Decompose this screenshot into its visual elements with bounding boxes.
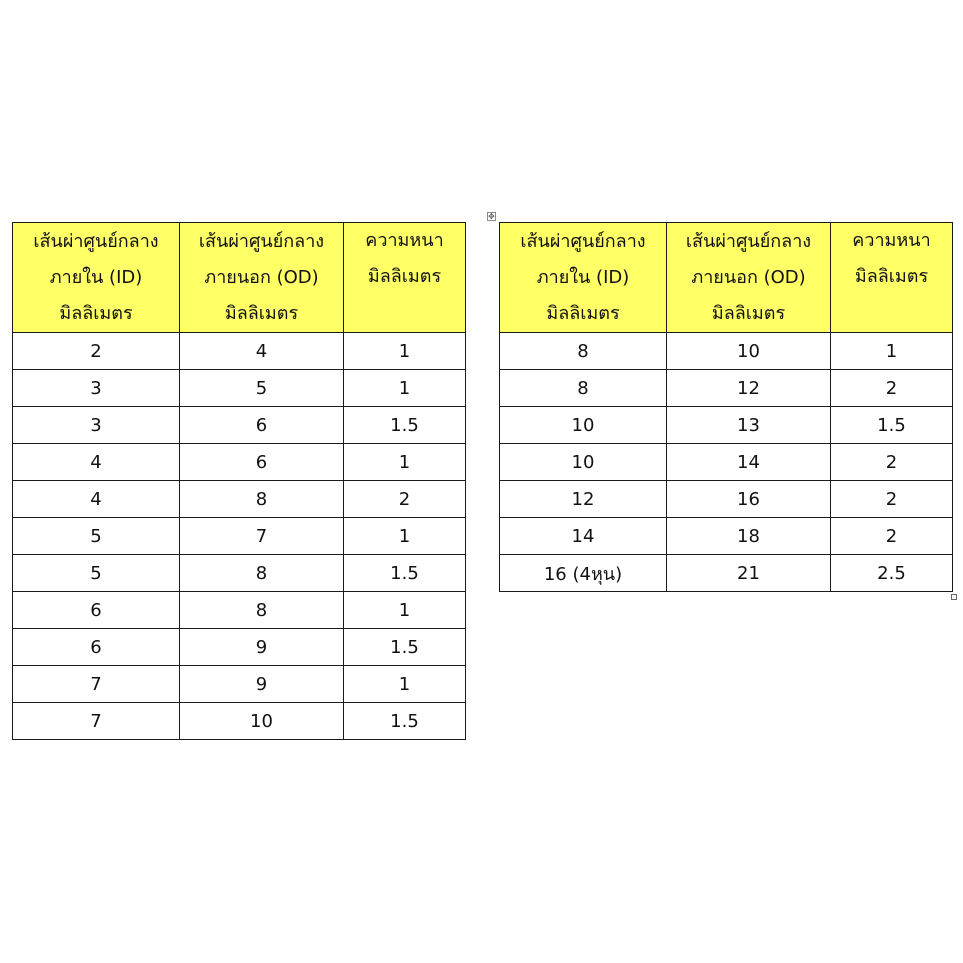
cell-thickness: 1.5	[344, 407, 466, 444]
header-id	[500, 223, 667, 333]
header-line: มิลลิเมตร	[59, 302, 133, 324]
cell-od: 9	[180, 666, 344, 703]
header-line: เส้นผ่าศูนย์กลาง	[198, 230, 325, 252]
cell-thickness: 1	[344, 592, 466, 629]
header-id	[13, 223, 180, 333]
table-row	[500, 555, 953, 592]
cell-id: 16 (4หุน)	[500, 555, 667, 592]
cell-id: 10	[500, 407, 667, 444]
table-body	[500, 333, 953, 592]
cell-od: 21	[667, 555, 831, 592]
table-row	[13, 481, 466, 518]
cell-od: 8	[180, 555, 344, 592]
move-cross-icon[interactable]: ✥	[488, 212, 495, 221]
cell-od: 8	[180, 481, 344, 518]
cell-id: 3	[13, 370, 180, 407]
cell-thickness: 1	[831, 333, 953, 370]
table-header	[13, 223, 466, 333]
table-row	[13, 407, 466, 444]
cell-thickness: 1	[344, 444, 466, 481]
cell-od: 14	[667, 444, 831, 481]
cell-od: 7	[180, 518, 344, 555]
table-row	[13, 518, 466, 555]
cell-id: 6	[13, 592, 180, 629]
table-row	[500, 444, 953, 481]
header-line: มิลลิเมตร	[854, 266, 929, 287]
cell-id: 5	[13, 555, 180, 592]
header-od	[180, 223, 344, 333]
cell-id: 7	[13, 703, 180, 740]
cell-od: 6	[180, 444, 344, 481]
cell-od: 18	[667, 518, 831, 555]
header-row	[13, 223, 466, 333]
table-row	[13, 666, 466, 703]
cell-thickness: 1.5	[344, 703, 466, 740]
cell-od: 16	[667, 481, 831, 518]
header-line: ภายนอก (OD)	[204, 266, 319, 288]
header-line: มิลลิเมตร	[367, 266, 442, 287]
header-line: ภายใน (ID)	[49, 266, 143, 288]
cell-od: 8	[180, 592, 344, 629]
spec-table-left	[12, 222, 466, 740]
table-row	[500, 333, 953, 370]
cell-thickness: 2	[831, 444, 953, 481]
cell-thickness: 1	[344, 666, 466, 703]
cell-thickness: 2	[831, 370, 953, 407]
header-line: มิลลิเมตร	[546, 302, 620, 324]
header-line: ความหนา	[365, 230, 444, 251]
cell-thickness: 1.5	[831, 407, 953, 444]
table-row	[13, 333, 466, 370]
header-row	[500, 223, 953, 333]
cell-id: 6	[13, 629, 180, 666]
cell-thickness: 1.5	[344, 629, 466, 666]
cell-id: 8	[500, 333, 667, 370]
cell-id: 8	[500, 370, 667, 407]
table-row	[13, 555, 466, 592]
cell-thickness: 1	[344, 518, 466, 555]
table-row	[13, 444, 466, 481]
cell-od: 9	[180, 629, 344, 666]
table-header	[500, 223, 953, 333]
header-line: มิลลิเมตร	[711, 302, 786, 324]
cell-od: 12	[667, 370, 831, 407]
header-line: ภายนอก (OD)	[691, 266, 806, 288]
header-line: ภายใน (ID)	[536, 266, 630, 288]
cell-thickness: 2	[831, 481, 953, 518]
cell-id: 10	[500, 444, 667, 481]
cell-od: 10	[180, 703, 344, 740]
cell-id: 3	[13, 407, 180, 444]
cell-od: 13	[667, 407, 831, 444]
table-row	[500, 481, 953, 518]
cell-id: 7	[13, 666, 180, 703]
cell-thickness: 2.5	[831, 555, 953, 592]
header-line: ความหนา	[852, 230, 931, 251]
header-od	[667, 223, 831, 333]
cell-id: 4	[13, 481, 180, 518]
header-line: มิลลิเมตร	[224, 302, 299, 324]
header-line: เส้นผ่าศูนย์กลาง	[685, 230, 812, 252]
resize-square-icon[interactable]	[951, 594, 957, 600]
table-row	[500, 407, 953, 444]
cell-id: 5	[13, 518, 180, 555]
table-row	[13, 592, 466, 629]
cell-od: 4	[180, 333, 344, 370]
cell-id: 4	[13, 444, 180, 481]
header-thickness	[344, 223, 466, 333]
table-body	[13, 333, 466, 740]
table-row	[500, 518, 953, 555]
table-row	[500, 370, 953, 407]
table-row	[13, 629, 466, 666]
header-line: เส้นผ่าศูนย์กลาง	[33, 230, 159, 252]
cell-id: 12	[500, 481, 667, 518]
cell-od: 5	[180, 370, 344, 407]
cell-id: 14	[500, 518, 667, 555]
header-thickness	[831, 223, 953, 333]
cell-thickness: 1	[344, 370, 466, 407]
table-row	[13, 703, 466, 740]
cell-thickness: 1	[344, 333, 466, 370]
header-line: เส้นผ่าศูนย์กลาง	[520, 230, 646, 252]
cell-od: 6	[180, 407, 344, 444]
spec-table-right	[499, 222, 953, 592]
cell-id: 2	[13, 333, 180, 370]
cell-thickness: 1.5	[344, 555, 466, 592]
cell-thickness: 2	[831, 518, 953, 555]
cell-od: 10	[667, 333, 831, 370]
cell-thickness: 2	[344, 481, 466, 518]
table-row	[13, 370, 466, 407]
